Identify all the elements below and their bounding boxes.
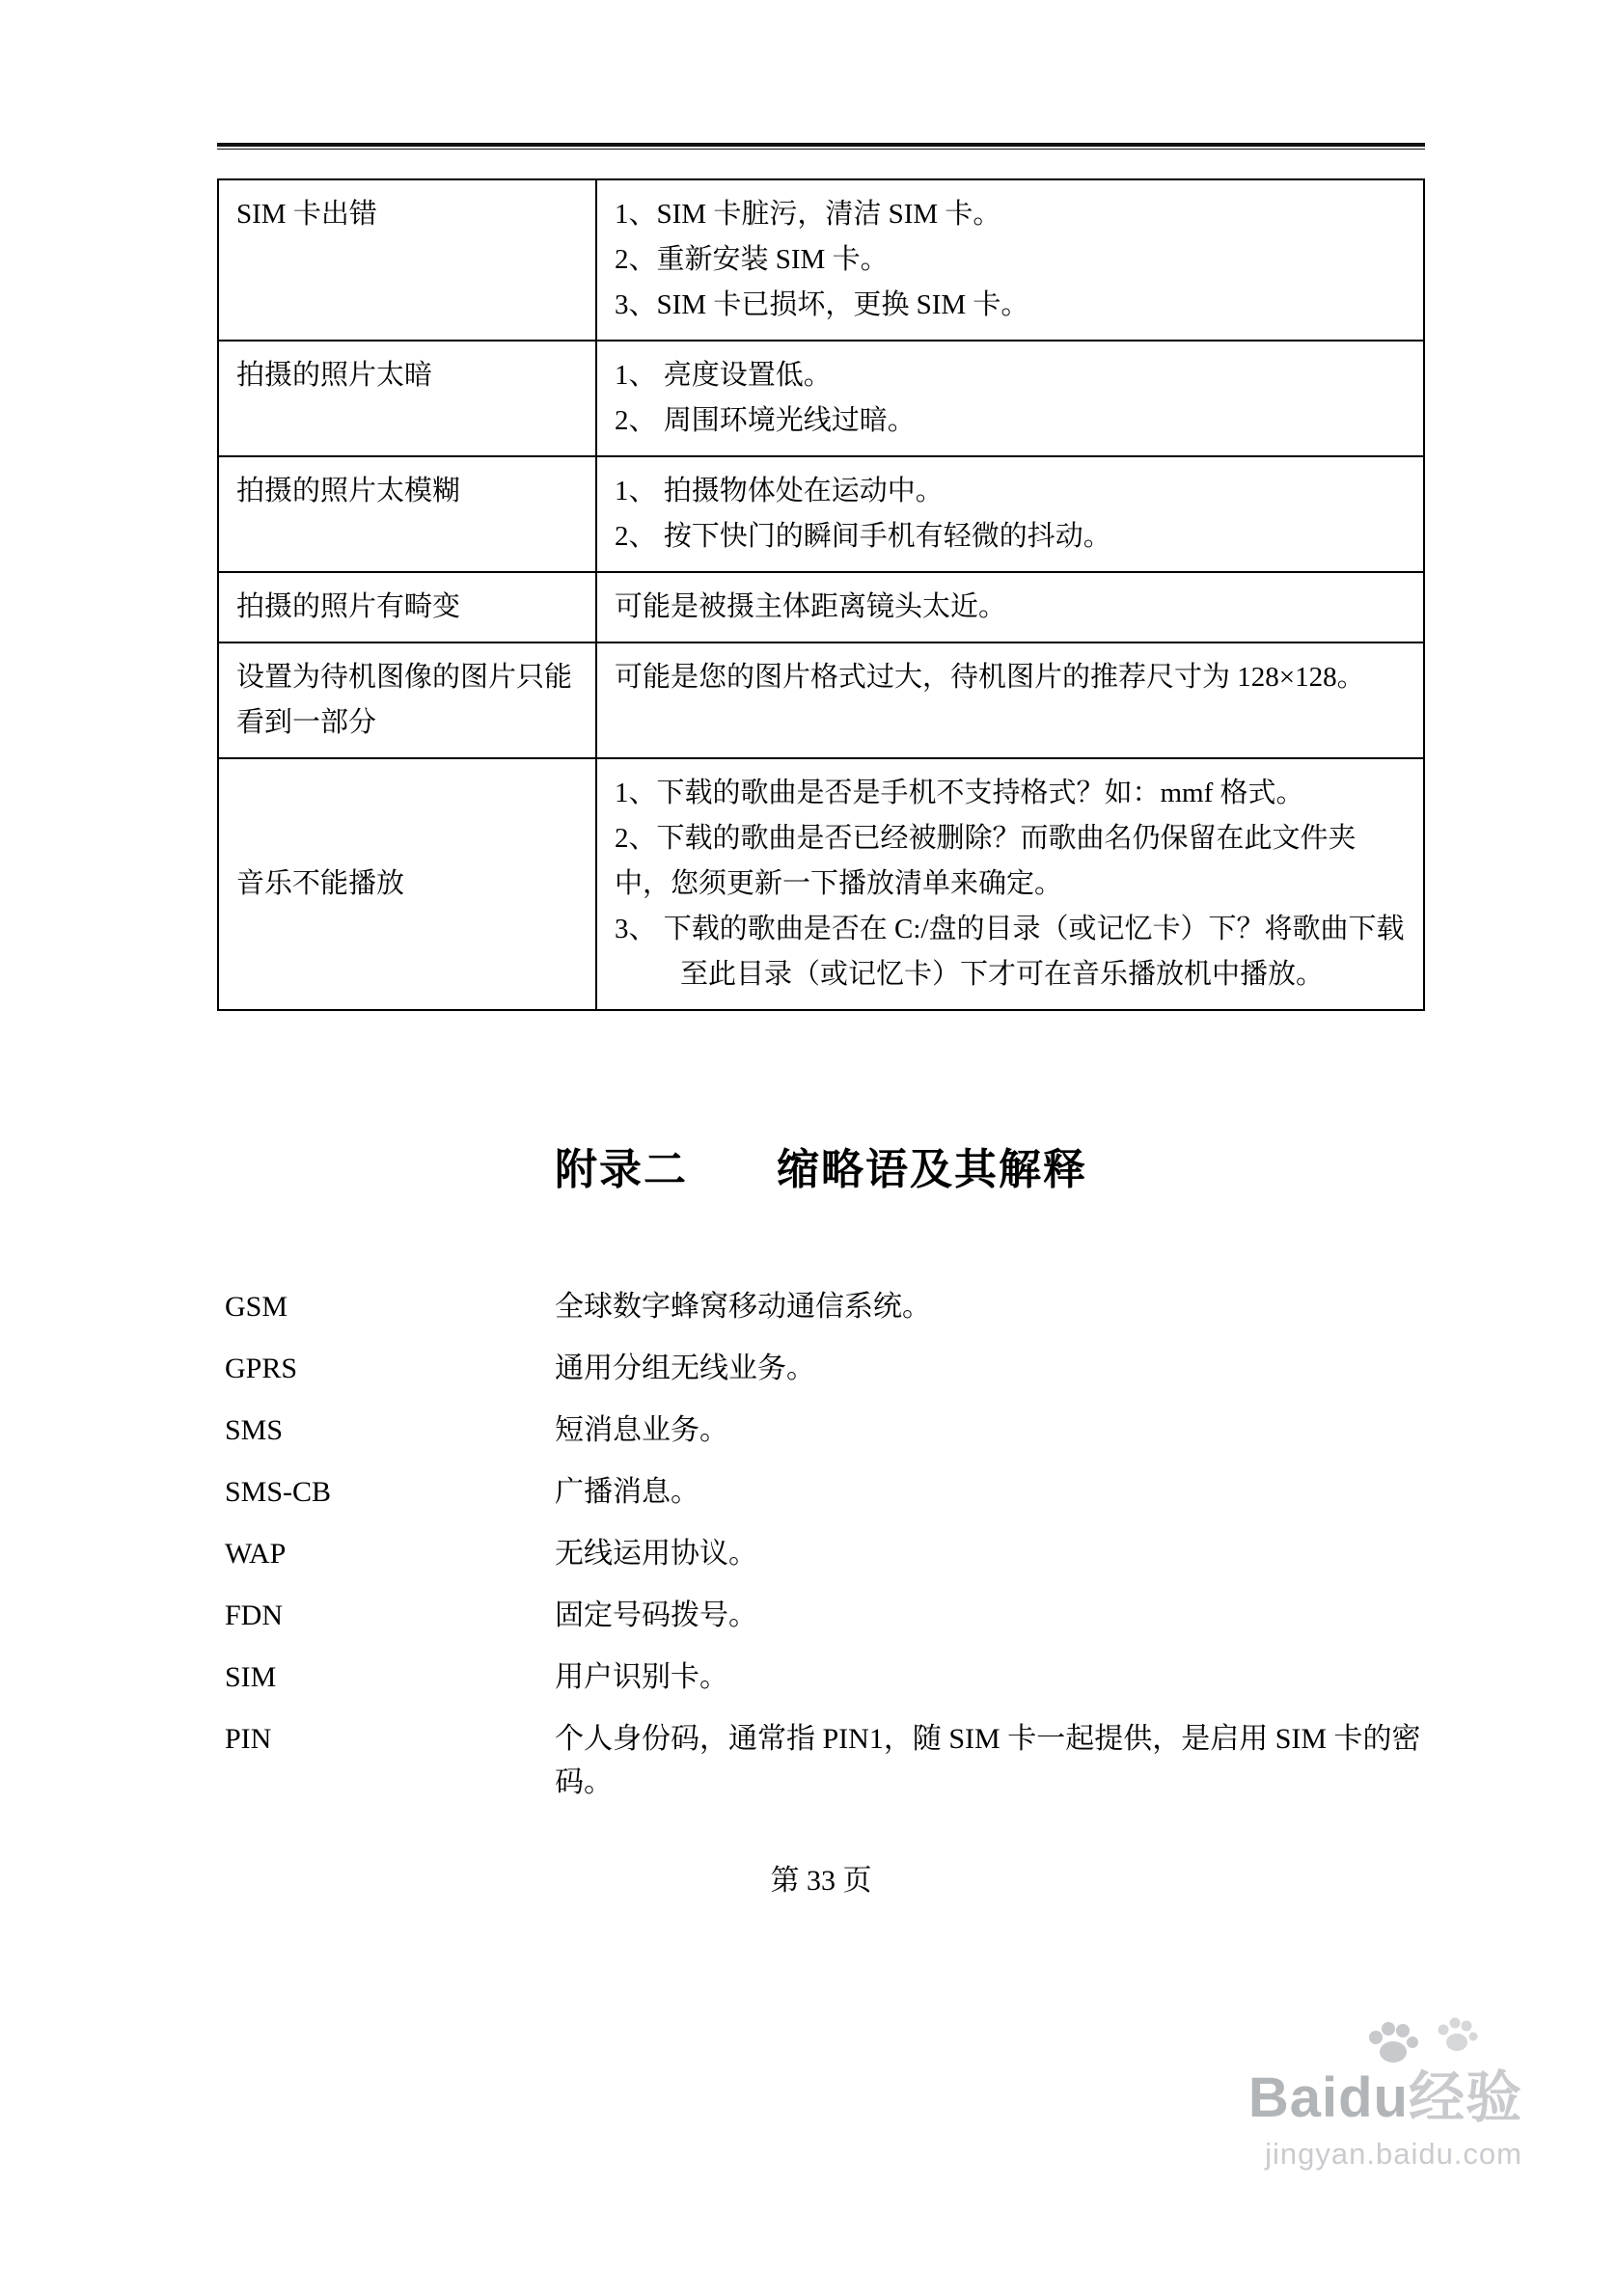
paw-icon <box>1349 2011 1494 2067</box>
abbr-desc: 固定号码拨号。 <box>555 1599 757 1631</box>
solution-line: 2、下载的歌曲是否已经被删除？而歌曲名仍保留在此文件夹中，您须更新一下播放清单来确定。 <box>615 822 1357 899</box>
abbr-desc: 短消息业务。 <box>555 1413 728 1446</box>
list-item <box>217 1655 1425 1699</box>
solution-cell <box>596 341 1424 456</box>
solution-line: 1、下载的歌曲是否是手机不支持格式？如：mmf 格式。 <box>615 777 1304 808</box>
solution-line: 2、 按下快门的瞬间手机有轻微的抖动。 <box>615 520 1111 552</box>
problem-text: 拍摄的照片太暗 <box>236 359 433 391</box>
problem-text: 拍摄的照片有畸变 <box>236 590 461 622</box>
solution-cell <box>596 179 1424 341</box>
abbr-desc: 通用分组无线业务。 <box>555 1352 815 1384</box>
table-row <box>218 642 1424 758</box>
abbr-label: SIM <box>225 1660 277 1693</box>
abbr-desc: 用户识别卡。 <box>555 1660 728 1693</box>
solution-line: 1、 亮度设置低。 <box>615 359 832 391</box>
table-row <box>218 456 1424 572</box>
problem-cell <box>218 456 596 572</box>
solution-line: 3、SIM 卡已损坏，更换 SIM 卡。 <box>615 288 1029 320</box>
abbr-label: GSM <box>225 1290 288 1323</box>
solution-cell <box>596 642 1424 758</box>
solution-line: 2、 周围环境光线过暗。 <box>615 404 916 436</box>
list-item <box>217 1470 1425 1514</box>
problem-text: 拍摄的照片太模糊 <box>236 475 461 506</box>
table-row <box>218 179 1424 341</box>
watermark-brand <box>1248 2067 1522 2129</box>
problem-cell <box>218 341 596 456</box>
abbr-label: SMS-CB <box>225 1475 332 1508</box>
troubleshooting-table <box>217 178 1425 1011</box>
abbr-label: PIN <box>225 1722 272 1755</box>
problem-text: 设置为待机图像的图片只能看到一部分 <box>236 661 573 738</box>
solution-cell <box>596 456 1424 572</box>
abbr-desc: 广播消息。 <box>555 1475 699 1508</box>
watermark-brand-bai: Bai <box>1247 2066 1339 2129</box>
problem-cell <box>218 179 596 341</box>
abbreviation-list <box>217 1285 1425 1804</box>
solution-line: 可能是您的图片格式过大，待机图片的推荐尺寸为 128×128。 <box>615 661 1365 693</box>
list-item <box>217 1717 1425 1804</box>
table-row <box>218 758 1424 1010</box>
problem-text: 音乐不能播放 <box>236 867 405 899</box>
solution-line: 2、重新安装 SIM 卡。 <box>615 243 889 275</box>
problem-cell <box>218 642 596 758</box>
solution-line: 1、SIM 卡脏污，清洁 SIM 卡。 <box>615 199 1001 230</box>
list-item <box>217 1408 1425 1452</box>
problem-cell <box>218 758 596 1010</box>
list-item <box>217 1532 1425 1575</box>
abbr-label: GPRS <box>225 1352 298 1384</box>
watermark-brand-du: du <box>1338 2066 1409 2129</box>
solution-line: 可能是被摄主体距离镜头太近。 <box>615 590 1007 622</box>
abbr-desc: 个人身份码，通常指 PIN1，随 SIM 卡一起提供，是启用 SIM 卡的密码。 <box>555 1722 1421 1798</box>
abbr-label: SMS <box>225 1413 284 1446</box>
solution-line: 3、 下载的歌曲是否在 C:/盘的目录（或记忆卡）下？将歌曲下载至此目录（或记忆卡）下才可在音乐播放机中播放。 <box>615 913 1405 990</box>
watermark-brand-cn: 经验 <box>1408 2066 1522 2129</box>
solution-cell <box>596 758 1424 1010</box>
watermark-url: jingyan.baidu.com <box>1265 2136 1522 2171</box>
list-item <box>217 1285 1425 1328</box>
list-item <box>217 1347 1425 1390</box>
list-item <box>217 1594 1425 1637</box>
abbr-label: FDN <box>225 1599 284 1631</box>
solution-line: 1、 拍摄物体处在运动中。 <box>615 475 944 506</box>
abbr-desc: 全球数字蜂窝移动通信系统。 <box>555 1290 931 1323</box>
abbr-desc: 无线运用协议。 <box>555 1537 757 1570</box>
problem-text: SIM 卡出错 <box>236 199 377 230</box>
page-content <box>217 143 1425 1822</box>
table-row <box>218 572 1424 642</box>
table-row <box>218 341 1424 456</box>
baidu-watermark <box>1248 2011 1522 2172</box>
solution-cell <box>596 572 1424 642</box>
page-number: 第 33 页 <box>770 1865 872 1897</box>
abbr-label: WAP <box>225 1537 287 1570</box>
problem-cell <box>218 572 596 642</box>
header-double-rule <box>217 143 1425 150</box>
appendix-title: 附录二 缩略语及其解释 <box>555 1145 1087 1193</box>
